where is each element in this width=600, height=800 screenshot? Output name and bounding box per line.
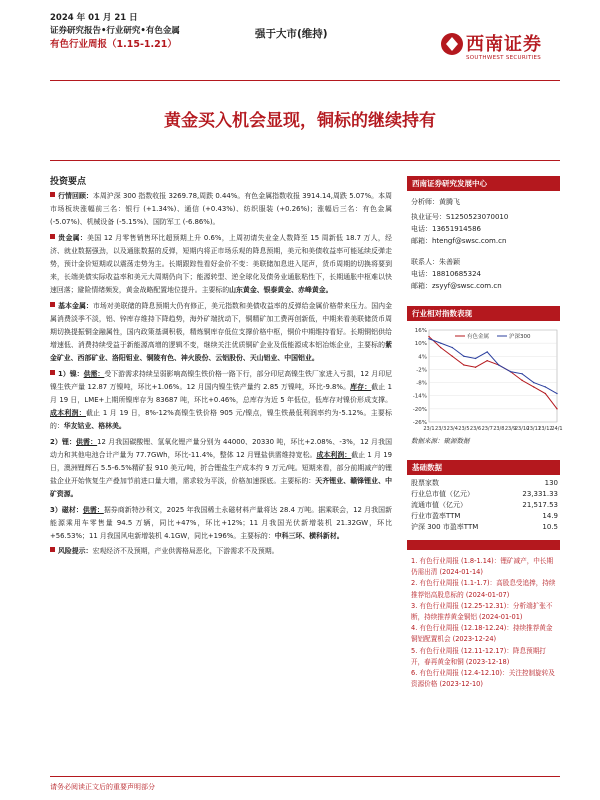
para-risk: 风险提示：宏观经济不及预期，产业供需格局恶化，下游需求不及预期。 [50, 545, 392, 558]
basic-row: 行业市盈率TTM 14.9 [411, 512, 558, 520]
data-point [521, 380, 522, 381]
contact-phone-row: 电话：18810685324 [411, 270, 481, 278]
footer-disclaimer: 请务必阅读正文后的重要声明部分 [50, 783, 155, 791]
x-tick-label: 23/11 [526, 426, 541, 432]
report-link[interactable]: 4. 有色行业周报 (12.18-12.24)：持续推荐黄金铜铝配置机会 (2023-12-24) [411, 624, 553, 644]
data-point [440, 347, 441, 348]
weekly-title: 有色行业周报（1.15-1.21） [50, 39, 177, 50]
y-tick-label: -2% [416, 367, 427, 374]
team-header: 西南证券研究发展中心 [407, 176, 560, 191]
logo-en: SOUTHWEST SECURITIES [466, 55, 542, 61]
y-tick-label: -14% [412, 393, 427, 400]
para-lithium: 2）锂：供需：12 月我国碳酸锂、氢氧化锂产量分别为 44000、20330 吨，环比+2.08%、-3%，12 月我国动力和其他电池合计产量为 77.7GWh，环比-11.4%，整体 12 月锂盐供需维持宽松。成本利润：截止 1 月 19 日，澳洲锂辉石 5.5-6.5%精矿报 910 美元/吨，折合锂盐生产成本约 9 万元/吨。短期来看，部分前期减产的锂盐企业开始恢复生产叠加节前进口量大增，需求较为平淡，价格加速探底。主要标的：天齐锂业、赣锋锂业、中矿资源。 [50, 437, 393, 499]
basic-data-table [411, 478, 558, 533]
plot-frame [429, 330, 557, 422]
data-point [463, 356, 464, 357]
report-link[interactable]: 6. 有色行业周报 (12.4-12.10)：关注控制旋转及资源价格 (2023-12-10) [411, 669, 555, 689]
report-link[interactable]: 1. 有色行业周报 (1.8-1.14)：锂矿减产，中长期仍需出清 (2024-01-14) [411, 557, 554, 577]
phone-row: 电话：13651914586 [411, 225, 481, 233]
report-link[interactable]: 3. 有色行业周报 (12.25-12.31)：分析端扩张不断，持续推荐黄金铜铝 (2024-01-01) [411, 601, 553, 622]
data-point [556, 408, 557, 409]
data-point [486, 351, 487, 352]
chart-source: 数据来源：聚源数据 [411, 437, 470, 445]
y-tick-label: -20% [412, 406, 427, 413]
x-tick-label: 23/1 [423, 426, 435, 432]
report-header [50, 12, 180, 51]
related-reports [411, 556, 558, 690]
brand-logo [440, 28, 560, 72]
data-point [498, 364, 499, 365]
legend-label: 沪深300 [509, 334, 531, 340]
data-point [452, 356, 453, 357]
para-nickel: 1）镍：供需：受下游需求持续呈弱影响高镍生铁价格一路下行，部分印尼高镍生铁厂家进入亏损，12 月印尼镍生铁产量 12.87 万镍吨，环比+1.06%。12 月国内镍生铁产量约 2.85 万镍吨，环比-9.8%。库存：截止 1 月 19 日，LME+上期所镍库存为 83687 吨，环比+0.46%，总库存为近 5 年低位，低库存对镍价形成支撑。成本利润：截止 1 月 19 日，8%-12%高镍生铁价格 905 元/镍点，镍生铁最低利润率约为-5.12%。主要标的：华友钴业、格林美。 [50, 369, 393, 431]
x-tick-label: 23/10 [514, 426, 530, 432]
logo-cn: 西南证券 [466, 34, 542, 55]
title-divider [50, 160, 560, 161]
y-tick-label: 4% [418, 354, 427, 361]
basic-row: 流通市值（亿元） 21,517.53 [411, 501, 558, 509]
chart-header: 行业相对指数表现 [407, 306, 560, 321]
series-line-1 [429, 339, 557, 394]
data-point [545, 393, 546, 394]
data-point [475, 358, 476, 359]
para-base: 基本金属：市场对美联储的降息预期大仍有修正，美元指数和美债收益率的反弹给金属价格带来压力。国内金属消费淡季不淡，铝、锌库存维持下降趋势，海外矿端扰动下，铜精矿加工费再创新低，中期来看美联储货币周期切换提振铜金融属性，国内政策基调积极，精炼铜库存低位支撑价格中枢，铜价中期维持看好。长期铜铝供给增速低、消费持续受益于新能源高增的逻辑不变，继续关注优质铜矿企业及低能源成本铝冶炼企业，主要标的紫金矿业、西部矿业、洛阳钼业、铜陵有色、神火股份、云铝股份、天山铝业、中国铝业。 [50, 301, 392, 363]
report-type: 证券研究报告•行业研究•有色金属 [50, 26, 180, 36]
data-point [475, 367, 476, 368]
legend-label: 有色金属 [467, 334, 490, 340]
para-market: 行情回顾：本周沪深 300 指数收报 3269.78,周跌 0.44%。有色金属指数收报 3914.14,周跌 5.07%。本周市场板块涨幅前三名：银行 (+1.34%)、通信 (+0.43%)、纺织服装 (+0.26%)；涨幅后三名：有色金属 (-5.07%)、机械设备 (-5.15%)、国防军工 (-6.86%)。 [50, 192, 392, 227]
data-point [440, 342, 441, 343]
analyst-row: 分析师：黄腾飞 [411, 198, 460, 206]
logo-icon [440, 32, 464, 56]
data-point [486, 360, 487, 361]
y-tick-label: 10% [414, 341, 427, 348]
data-point [510, 371, 511, 372]
x-tick-label: 23/5 [458, 426, 470, 432]
basic-row: 沪深 300 市盈率TTM 10.5 [411, 523, 558, 531]
contact-email-row[interactable]: 邮箱：zsyyf@swsc.com.cn [411, 282, 502, 290]
x-tick-label: 23/6 [469, 426, 482, 432]
section-title: 投资要点 [50, 177, 87, 187]
data-point [463, 364, 464, 365]
related-reports-bar [407, 540, 560, 550]
index-chart [407, 324, 563, 434]
rating: 强于大市(维持) [255, 28, 328, 40]
header-divider [50, 80, 560, 81]
x-tick-label: 23/9 [504, 426, 517, 432]
x-tick-label: 23/12 [538, 426, 553, 432]
x-tick-label: 24/1 [551, 426, 563, 432]
data-point [556, 393, 557, 394]
series-line-0 [429, 337, 557, 409]
x-tick-label: 23/4 [446, 426, 458, 432]
license-row: 执业证号：S1250523070010 [411, 213, 509, 221]
data-point [533, 382, 534, 383]
data-point [545, 386, 546, 387]
data-point [452, 347, 453, 348]
basic-row: 行业总市值（亿元） 23,331.33 [411, 490, 558, 498]
basic-data-header: 基础数据 [407, 460, 560, 475]
para-precious: 贵金属：美国 12 月零售销售环比超预期上升 0.6%，上周初请失业金人数降至 15 周新低 18.7 万人，经济、就业数据强劲，以及通胀数据的反弹，短期内将正市场乐观的降息预期，美元和美债收益率可能延续反弹走势，预计金价短期或以震荡走势为主。长期跟踪性看好金价不变：美联储加息进入尾声，货币周期的切换将要到来，长端美债实际收益率和美元大周期仍向下；能源转型、逆全球化及债务业通胀粘性下，长期通胀中枢难以快速回落；避险情绪频发，黄金战略配置地位提升。主要标的山东黄金、银泰黄金、赤峰黄金。 [50, 233, 392, 295]
data-point [428, 338, 429, 339]
contact-row: 联系人：朱善颖 [411, 258, 460, 266]
x-tick-label: 23/8 [493, 426, 505, 432]
y-tick-label: 16% [414, 328, 427, 334]
email-row[interactable]: 邮箱：htengf@swsc.com.cn [411, 237, 507, 245]
footer-divider [50, 776, 560, 777]
data-point [533, 386, 534, 387]
page-title: 黄金买入机会显现，铜标的继续持有 [164, 111, 436, 131]
report-link[interactable]: 2. 有色行业周报 (1.1-1.7)：高股息受追捧，持续推荐铝高股息标的 (2024-01-07) [411, 579, 556, 599]
y-tick-label: -8% [416, 380, 427, 387]
data-point [521, 373, 522, 374]
basic-row: 股票家数 130 [411, 479, 558, 487]
x-tick-label: 23/3 [435, 426, 447, 432]
data-point [428, 336, 429, 337]
y-tick-label: -26% [412, 420, 427, 426]
para-magnet: 3）磁材：供需：据券商新特沙利文，2025 年我国稀土永磁材料产量将达 28.4 万吨。据乘联会，12 月我国新能源乘用车零售量 94.5 万辆，同比+47%，环比+12%；11 月我国光伏新增装机 21.32GW，环比+56.53%；11 月我国风电新增装机 4.1GW，同比+196%。主要标的：中科三环、横科新材。 [50, 505, 393, 541]
report-link[interactable]: 5. 有色行业周报 (12.11-12.17)：降息预期打开，春再黄金和铜 (2023-12-18) [411, 646, 546, 666]
main-content [50, 190, 392, 560]
report-date: 2024 年 01 月 21 日 [50, 13, 138, 23]
x-tick-label: 23/7 [481, 426, 493, 432]
